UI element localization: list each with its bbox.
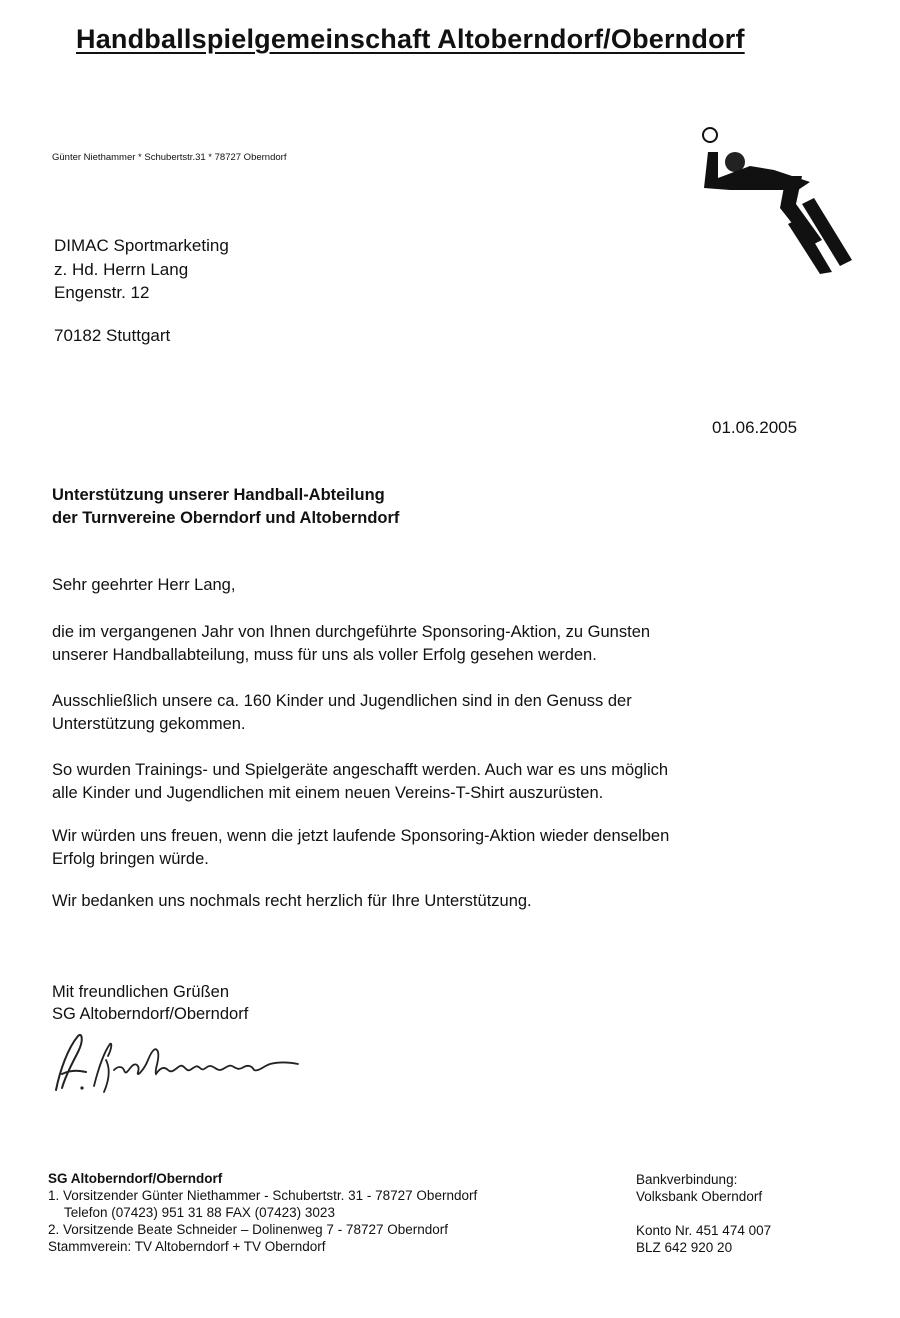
handwritten-signature [48, 1030, 308, 1100]
sender-return-address: Günter Niethammer * Schubertstr.31 * 78727 Oberndorf [52, 152, 287, 163]
closing-club: SG Altoberndorf/Oberndorf [52, 1005, 249, 1023]
footer-phone-fax: Telefon (07423) 951 31 88 FAX (07423) 3023 [64, 1205, 335, 1220]
footer-club-name: SG Altoberndorf/Oberndorf [48, 1171, 223, 1186]
handball-player-icon [690, 124, 855, 274]
paragraph-3-line-1: So wurden Trainings- und Spielgeräte angeschafft werden. Auch war es uns möglich [52, 761, 669, 779]
footer-chair-1: 1. Vorsitzender Günter Niethammer - Schubertstr. 31 - 78727 Oberndorf [48, 1188, 478, 1203]
footer-bank-info [636, 1171, 771, 1256]
recipient-city: 70182 Stuttgart [54, 326, 171, 345]
paragraph-3-line-2: alle Kinder und Jugendlichen mit einem neuen Vereins-T-Shirt auszurüsten. [52, 784, 604, 802]
recipient-attention: z. Hd. Herrn Lang [54, 260, 189, 279]
paragraph-2-line-2: Unterstützung gekommen. [52, 715, 246, 733]
closing-greeting: Mit freundlichen Grüßen [52, 983, 229, 1001]
paragraph-4-line-2: Erfolg bringen würde. [52, 850, 209, 868]
recipient-street: Engenstr. 12 [54, 283, 150, 302]
paragraph-3 [52, 759, 668, 805]
footer-chair-2: 2. Vorsitzende Beate Schneider – Dolinenweg 7 - 78727 Oberndorf [48, 1222, 449, 1237]
footer-club-info [48, 1170, 477, 1255]
paragraph-4-line-1: Wir würden uns freuen, wenn die jetzt laufende Sponsoring-Aktion wieder denselben [52, 827, 670, 845]
paragraph-2 [52, 690, 632, 736]
paragraph-1 [52, 621, 650, 667]
paragraph-4 [52, 825, 669, 871]
paragraph-1-line-2: unserer Handballabteilung, muss für uns als voller Erfolg gesehen werden. [52, 646, 597, 664]
paragraph-5: Wir bedanken uns nochmals recht herzlich für Ihre Unterstützung. [52, 892, 532, 910]
recipient-company: DIMAC Sportmarketing [54, 236, 229, 255]
footer-blz: BLZ 642 920 20 [636, 1240, 733, 1255]
footer-parent-clubs: Stammverein: TV Altoberndorf + TV Oberndorf [48, 1239, 326, 1254]
paragraph-2-line-1: Ausschließlich unsere ca. 160 Kinder und Jugendlichen sind in den Genuss der [52, 692, 632, 710]
letterhead-title: Handballspielgemeinschaft Altoberndorf/Oberndorf [76, 24, 745, 54]
salutation: Sehr geehrter Herr Lang, [52, 576, 236, 594]
subject-line-2: der Turnvereine Oberndorf und Altoberndorf [52, 509, 400, 527]
paragraph-1-line-1: die im vergangenen Jahr von Ihnen durchgeführte Sponsoring-Aktion, zu Gunsten [52, 623, 651, 641]
footer-account-number: Konto Nr. 451 474 007 [636, 1223, 772, 1238]
footer-bank-name: Volksbank Oberndorf [636, 1189, 763, 1204]
subject-line-1: Unterstützung unserer Handball-Abteilung [52, 486, 385, 504]
footer-bank-label: Bankverbindung: [636, 1172, 738, 1187]
letter-date: 01.06.2005 [712, 418, 798, 437]
